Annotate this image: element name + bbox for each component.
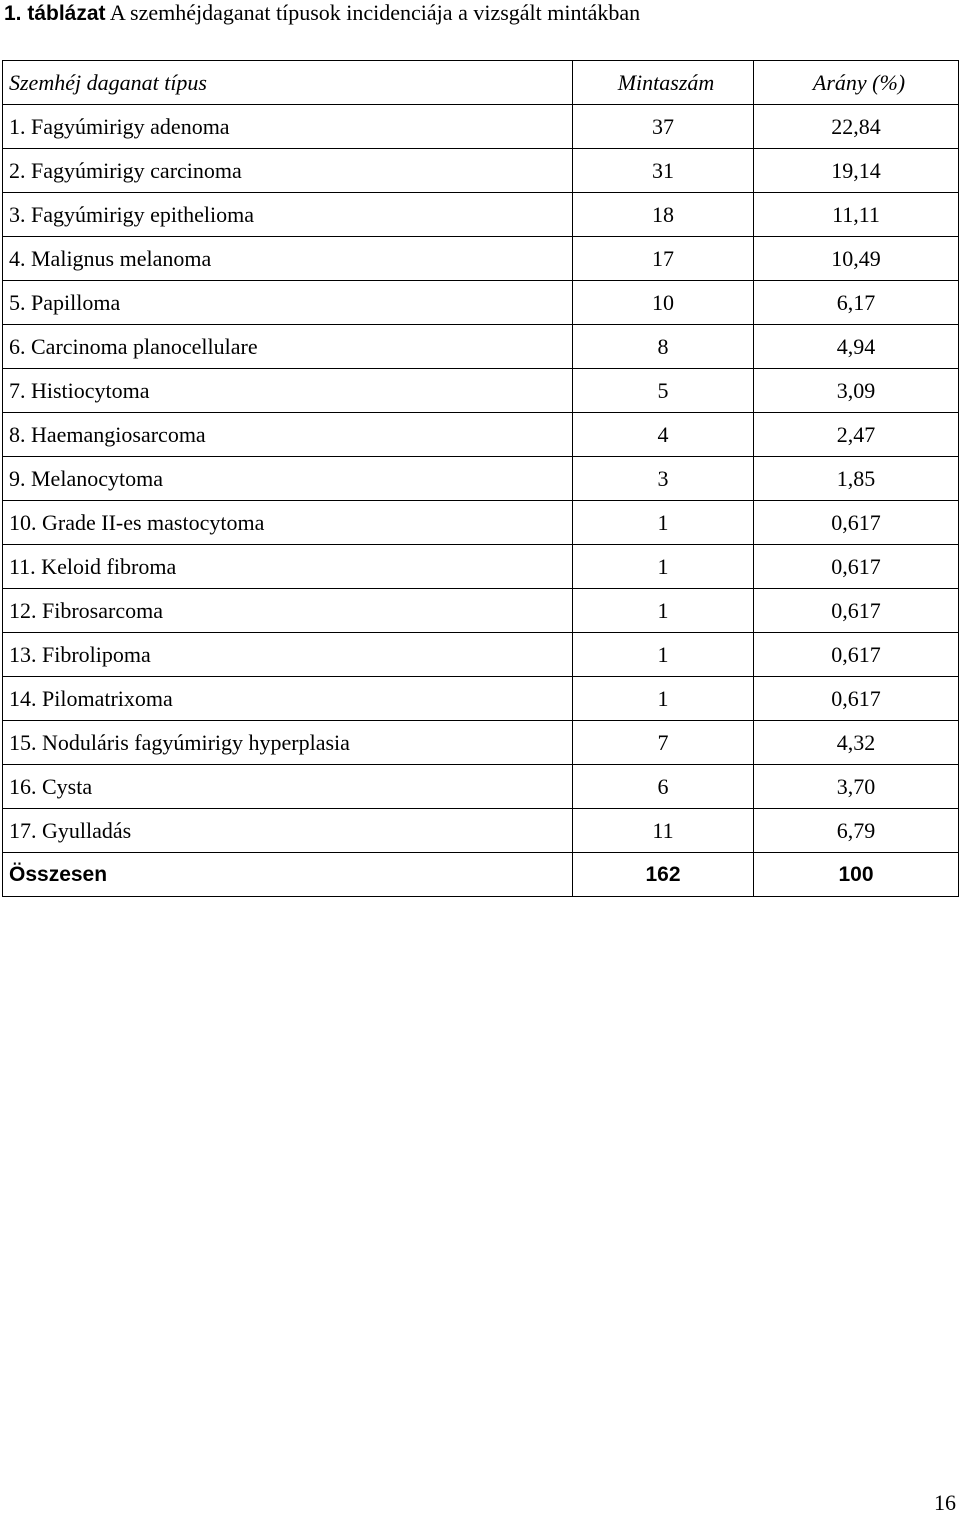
table-row — [3, 325, 959, 369]
total-label: Összesen — [3, 853, 573, 897]
row-tumor-type: 8. Haemangiosarcoma — [3, 413, 573, 457]
incidence-table — [2, 60, 959, 897]
table-row — [3, 765, 959, 809]
table-row — [3, 413, 959, 457]
row-tumor-type: 14. Pilomatrixoma — [3, 677, 573, 721]
row-sample-count: 18 — [573, 193, 754, 237]
row-sample-count: 10 — [573, 281, 754, 325]
row-tumor-type: 2. Fagyúmirigy carcinoma — [3, 149, 573, 193]
table-row — [3, 809, 959, 853]
row-tumor-type: 13. Fibrolipoma — [3, 633, 573, 677]
row-tumor-type: 10. Grade II-es mastocytoma — [3, 501, 573, 545]
table-row — [3, 633, 959, 677]
row-ratio: 0,617 — [754, 501, 959, 545]
row-ratio: 0,617 — [754, 633, 959, 677]
row-ratio: 0,617 — [754, 677, 959, 721]
row-sample-count: 8 — [573, 325, 754, 369]
row-tumor-type: 5. Papilloma — [3, 281, 573, 325]
table-row — [3, 501, 959, 545]
row-tumor-type: 7. Histiocytoma — [3, 369, 573, 413]
header-tumor-type: Szemhéj daganat típus — [3, 61, 573, 105]
table-header-row — [3, 61, 959, 105]
table-total-row — [3, 853, 959, 897]
row-tumor-type: 4. Malignus melanoma — [3, 237, 573, 281]
row-tumor-type: 3. Fagyúmirigy epithelioma — [3, 193, 573, 237]
table-caption-label: 1. táblázat — [4, 2, 106, 25]
row-sample-count: 1 — [573, 501, 754, 545]
row-tumor-type: 15. Noduláris fagyúmirigy hyperplasia — [3, 721, 573, 765]
header-ratio: Arány (%) — [754, 61, 959, 105]
row-sample-count: 1 — [573, 589, 754, 633]
row-ratio: 3,70 — [754, 765, 959, 809]
row-ratio: 6,79 — [754, 809, 959, 853]
row-sample-count: 5 — [573, 369, 754, 413]
table-row — [3, 149, 959, 193]
table-row — [3, 193, 959, 237]
row-ratio: 6,17 — [754, 281, 959, 325]
row-tumor-type: 17. Gyulladás — [3, 809, 573, 853]
row-tumor-type: 16. Cysta — [3, 765, 573, 809]
row-sample-count: 1 — [573, 677, 754, 721]
page-number: 16 — [934, 1490, 956, 1515]
row-tumor-type: 1. Fagyúmirigy adenoma — [3, 105, 573, 149]
total-ratio: 100 — [754, 853, 959, 897]
table-caption — [4, 0, 640, 26]
row-ratio: 1,85 — [754, 457, 959, 501]
row-sample-count: 37 — [573, 105, 754, 149]
row-ratio: 2,47 — [754, 413, 959, 457]
total-count: 162 — [573, 853, 754, 897]
row-ratio: 4,32 — [754, 721, 959, 765]
row-sample-count: 6 — [573, 765, 754, 809]
table-row — [3, 105, 959, 149]
row-ratio: 0,617 — [754, 589, 959, 633]
table-caption-text: A szemhéjdaganat típusok incidenciája a vizsgált mintákban — [109, 0, 641, 25]
row-sample-count: 3 — [573, 457, 754, 501]
row-ratio: 19,14 — [754, 149, 959, 193]
row-ratio: 0,617 — [754, 545, 959, 589]
row-ratio: 10,49 — [754, 237, 959, 281]
row-sample-count: 31 — [573, 149, 754, 193]
row-sample-count: 7 — [573, 721, 754, 765]
row-tumor-type: 9. Melanocytoma — [3, 457, 573, 501]
table-row — [3, 677, 959, 721]
table-row — [3, 369, 959, 413]
row-tumor-type: 6. Carcinoma planocellulare — [3, 325, 573, 369]
row-sample-count: 11 — [573, 809, 754, 853]
table-row — [3, 721, 959, 765]
row-tumor-type: 12. Fibrosarcoma — [3, 589, 573, 633]
table-row — [3, 457, 959, 501]
table-row — [3, 237, 959, 281]
table-row — [3, 281, 959, 325]
row-ratio: 22,84 — [754, 105, 959, 149]
row-sample-count: 4 — [573, 413, 754, 457]
row-sample-count: 1 — [573, 545, 754, 589]
table-body — [3, 105, 959, 897]
table-row — [3, 545, 959, 589]
header-sample-count: Mintaszám — [573, 61, 754, 105]
row-sample-count: 17 — [573, 237, 754, 281]
row-ratio: 11,11 — [754, 193, 959, 237]
row-ratio: 3,09 — [754, 369, 959, 413]
row-sample-count: 1 — [573, 633, 754, 677]
table-row — [3, 589, 959, 633]
row-tumor-type: 11. Keloid fibroma — [3, 545, 573, 589]
row-ratio: 4,94 — [754, 325, 959, 369]
